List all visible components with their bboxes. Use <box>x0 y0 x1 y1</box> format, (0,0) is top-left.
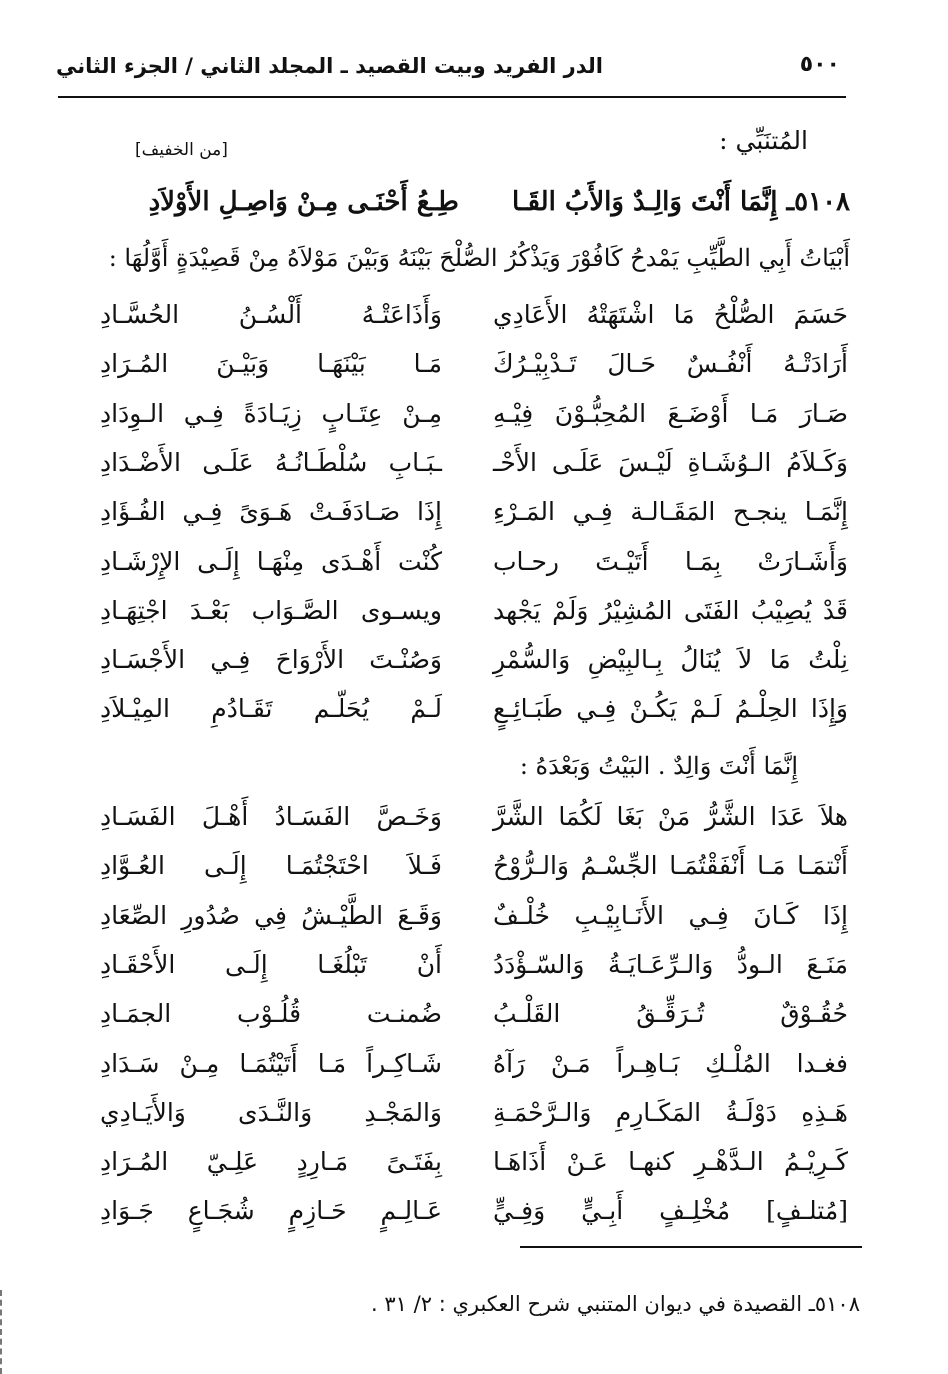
hemistich-ajuz: بِفَتَـىً مَـارِدٍ عَلِـيّ المُـرَادِ <box>100 1147 442 1177</box>
footnote: ٥١٠٨ـ القصيدة في ديوان المتنبي شرح العكبري : ٢/ ٣١ . <box>371 1292 860 1316</box>
hemistich-ajuz: فَـلاَ احْتَجْتُمَـا إِلَـى العُـوَّادِ <box>100 851 442 881</box>
couplet <box>100 694 848 738</box>
hemistich-ajuz: وَأَذَاعَتْـهُ أَلْسُـنُ الحُسَّـادِ <box>100 300 442 329</box>
couplet <box>100 497 848 541</box>
hemistich-ajuz: ـبَـابِ سُلْطَـانُـهُ عَلَـى الأَضْـدَادِ <box>100 447 442 477</box>
couplet <box>100 645 848 689</box>
couplet <box>100 802 848 846</box>
running-title: الدر الفريد وبيت القصيد ـ المجلد الثاني / الجزء الثاني <box>56 54 603 78</box>
hemistich-sadr: صَـارَ مَـا أَوْضَـعَ المُحِبُّـوْنَ فِيْـهِ <box>493 398 848 428</box>
hemistich-ajuz: وَقَـعَ الطَّيْـشُ فِي صُدُورِ الصِّعَادِ <box>100 900 442 930</box>
hemistich-sadr: وَإِذَا الحِلْـمُ لَـمْ يَكُـنْ فِـي طَبَـائِـعٍ <box>493 694 848 724</box>
hemistich-sadr: قَدْ يُصِيْبُ الفَتَى المُشِيْرُ وَلَمْ يَجْهد <box>493 595 848 625</box>
footnote-rule <box>520 1246 862 1248</box>
couplet <box>100 300 848 344</box>
couplet <box>100 999 848 1043</box>
couplet <box>100 950 848 994</box>
hemistich-ajuz: وَخَـصَّ الفَسَـادُ أَهْـلَ الفَسَـادِ <box>100 802 442 831</box>
headword-verse <box>149 187 850 217</box>
hemistich-sadr: إِذَا كَـانَ فِـي الأَنَـابِيْـبِ خُلْـفٌ <box>493 900 848 930</box>
hemistich-ajuz: ويسـوى الصَّـوَاب بَعْـدَ اجْتِهَـادِ <box>100 595 442 625</box>
hemistich-sadr: وَأَشَـارَتْ بِمَـا أَتَيْـتَ رحـاب <box>493 546 848 576</box>
couplet <box>100 1098 848 1142</box>
couplet <box>100 1196 848 1240</box>
hemistich-sadr: هَـذِهِ دَوْلَـةُ المَكَـارِمِ وَالـرَّحْمَـةِ <box>493 1097 848 1127</box>
poet-name: المُتنَبِّي : <box>719 126 808 155</box>
meter-label: [من الخفيف] <box>135 140 228 160</box>
hemistich-ajuz: إِذَا صَـادَفَـتْ هَـوَىً فِـي الفُـؤَادِ <box>100 497 442 527</box>
hemistich-sadr: فغـدا المُلْـكِ بَـاهِـراً مَـنْ رَآهُ <box>493 1048 848 1078</box>
hemistich-ajuz: عَـالِـمٍ حَـازِمٍ شُجَـاعٍ جَـوَادِ <box>100 1196 442 1226</box>
hemistich-sadr: [مُتلـفٍ] مُخْلِـفٍ أَبِـيٍّ وَفِـيٍّ <box>493 1196 848 1226</box>
verse-ajuz: طِـعُ أَحْنَـى مِـنْ وَاصِـلِ الأَوْلاَدِ <box>148 187 459 217</box>
couplet <box>100 851 848 895</box>
verse-number: ٥١٠٨ـ <box>786 187 850 217</box>
couplet <box>100 901 848 945</box>
intro-text: أَبْيَاتُ أَبِي الطَّيِّبِ يَمْدحُ كَافُوْرَ وَيَذْكُرُ الصُّلْحَ بَيْنَهُ وَبَيْنَ مَوْلاَهُ مِنْ قَصِيْدَةٍ أَوَّلُهَا : <box>108 244 850 272</box>
hemistich-sadr: وَكَـلاَمُ الـوُشَـاةِ لَيْـسَ عَلَـى الأَحْـ <box>493 447 848 477</box>
hemistich-ajuz: كُنْت أَهْـدَى مِنْهَـا إِلَـى الإِرْشَـادِ <box>100 546 442 576</box>
verse-sadr: إِنَّمَا أَنْتَ وَالِـدٌ وَالأَبُ القَـا <box>511 187 778 217</box>
couplet <box>100 448 848 492</box>
hemistich-sadr: نِلْتُ مَا لاَ يُنَالُ بِـالبِيْضِ وَالسُّمْرِ <box>493 645 848 675</box>
hemistich-ajuz: مَـا بَيْنَهَـا وَبَيْـنَ المُـرَادِ <box>100 349 442 379</box>
hemistich-sadr: كَـرِيْـمُ الـدَّهْـرِ كنهـا عَـنْ أَذَاهَـا <box>493 1147 848 1177</box>
hemistich-sadr: أَنْتمَـا مَـا أَنْفَقْتُمَـا الجِّسْـمُ وَالـرُّوْحُ <box>493 851 848 881</box>
continuation-note: إِنَّمَا أَنْتَ وَالِدٌ . البَيْتُ وَبَعْدَهُ : <box>519 752 798 780</box>
hemistich-ajuz: لَـمْ يُحَلّـم تَقَـادُمِ المِيْـلاَدِ <box>100 694 442 724</box>
couplet <box>100 1049 848 1093</box>
hemistich-ajuz: مِـنْ عِتَـابٍ زِيَـادَةً فِـي الـوِدَادِ <box>100 398 442 428</box>
hemistich-ajuz: شَـاكِـراً مَـا أَتَيْتُمَـا مِـنْ سَـدَادِ <box>100 1048 442 1078</box>
page-number: ٥٠٠ <box>799 52 840 77</box>
hemistich-ajuz: ضُمنـت قُلُـوْب الجمَـادِ <box>100 999 442 1029</box>
hemistich-sadr: إِنَّمَـا ينجـح المَقَـالـة فِـي المَـرْءِ <box>493 497 848 527</box>
couplet <box>100 596 848 640</box>
hemistich-ajuz: وَالمَجْـدِ وَالنَّـدَى وَالأَيَـادِي <box>100 1097 442 1127</box>
header-rule <box>58 96 846 98</box>
hemistich-ajuz: وَصُنْـتَ الأَرْوَاحَ فِـي الأَجْسَـادِ <box>100 645 442 675</box>
hemistich-ajuz: أَنْ تَبْلُغَـا إِلَـى الأَحْقَـادِ <box>100 949 442 979</box>
couplet <box>100 399 848 443</box>
scan-edge-marks <box>0 1290 6 1374</box>
hemistich-sadr: هلاَ عَدَا الشَّرُّ مَنْ بَغَا لَكُمَا الشَّرَّ <box>493 802 848 831</box>
hemistich-sadr: حَسَمَ الصُّلْحُ مَا اشْتَهَتْهُ الأَعَادِي <box>493 300 848 329</box>
hemistich-sadr: حُقُـوْقٌ تُـرَقِّـقُ القَلْـبُ <box>493 999 848 1029</box>
hemistich-sadr: مَنَـعَ الـودُّ وَالـرِّعَـايَـةُ وَالسّـؤْدَدُ <box>493 949 848 979</box>
hemistich-sadr: أَرَادَتْـهُ أَنْفُـسٌ حَـالَ تَـدْبِيْـرُكَ <box>493 349 848 379</box>
couplet <box>100 1147 848 1191</box>
couplet <box>100 349 848 393</box>
couplet <box>100 547 848 591</box>
